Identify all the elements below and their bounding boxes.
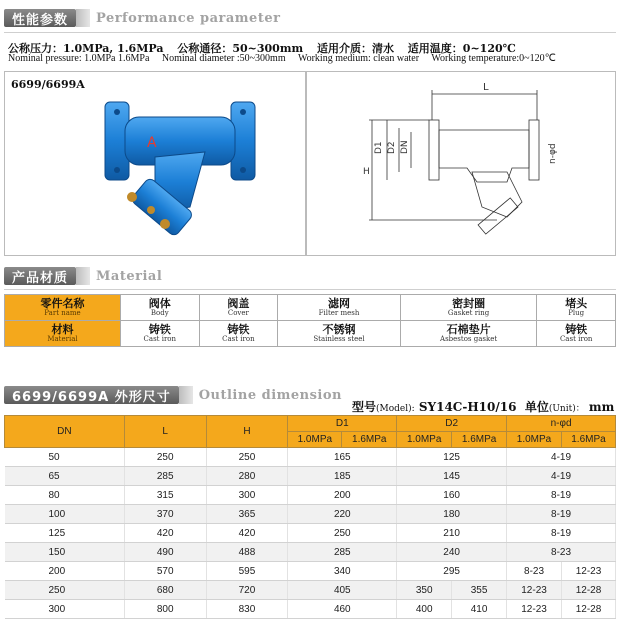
table-row [5, 505, 616, 524]
cell-en: Asbestos gasket [440, 334, 498, 343]
table-row [5, 562, 616, 581]
cell-cn: 铸铁 [227, 323, 250, 337]
divider [4, 289, 616, 290]
cell-en: Stainless steel [313, 334, 365, 343]
table-row [5, 486, 616, 505]
table-cell: 8-19 [507, 486, 616, 505]
col-header-dn: DN [5, 416, 125, 448]
table-cell: 65 [5, 467, 125, 486]
table-cell: 570 [124, 562, 206, 581]
table-cell: 410 [452, 600, 507, 619]
table-cell: 150 [5, 543, 125, 562]
dimension-table [4, 415, 616, 619]
performance-title-en: Performance parameter [96, 10, 281, 26]
table-cell: 8-23 [507, 543, 616, 562]
cell-en: Filter mesh [318, 308, 360, 317]
table-row [5, 467, 616, 486]
table-cell: 350 [397, 581, 452, 600]
cell-en: Body [150, 308, 169, 317]
material-cell [537, 321, 616, 347]
dimension-table-body [5, 448, 616, 619]
table-cell: 145 [397, 467, 507, 486]
col-header-h: H [206, 416, 288, 448]
col-header-d1: D1 [288, 416, 397, 432]
table-cell: 285 [124, 467, 206, 486]
table-cell: 365 [206, 505, 288, 524]
cell-cn: 阀盖 [227, 297, 250, 311]
material-cell [400, 295, 537, 321]
table-cell: 800 [124, 600, 206, 619]
table-cell: 100 [5, 505, 125, 524]
material-table [4, 294, 616, 347]
table-cell: 340 [288, 562, 397, 581]
sub-header: 1.0MPa [507, 432, 562, 448]
table-cell: 80 [5, 486, 125, 505]
table-cell: 12-28 [561, 600, 615, 619]
model-label: 6699/6699A [11, 78, 85, 91]
cell-en: Cast iron [559, 334, 593, 343]
table-cell: 400 [397, 600, 452, 619]
table-cell: 240 [397, 543, 507, 562]
table-cell: 8-19 [507, 524, 616, 543]
material-cell [199, 321, 278, 347]
table-cell: 4-19 [507, 448, 616, 467]
drawing-label-d1: D1 [374, 141, 384, 154]
table-cell: 250 [206, 448, 288, 467]
perf-cn-item: 公称通径：50~300mm [177, 42, 304, 55]
table-row [5, 581, 616, 600]
table-cell: 125 [397, 448, 507, 467]
table-cell: 200 [288, 486, 397, 505]
perf-en-item: Nominal diameter :50~300mm [161, 53, 286, 64]
cell-cn: 铸铁 [565, 323, 588, 337]
perf-en-item: Working medium: clean water [297, 53, 420, 64]
table-cell: 250 [124, 448, 206, 467]
material-head-cell [5, 295, 121, 321]
cell-cn: 石棉垫片 [446, 323, 491, 337]
table-cell: 250 [288, 524, 397, 543]
table-cell: 12-23 [507, 600, 562, 619]
table-cell: 300 [206, 486, 288, 505]
table-cell: 280 [206, 467, 288, 486]
cell-cn: 阀体 [148, 297, 171, 311]
table-cell: 295 [397, 562, 507, 581]
table-cell: 8-19 [507, 505, 616, 524]
col-header-d2: D2 [397, 416, 507, 432]
table-cell: 180 [397, 505, 507, 524]
table-cell: 355 [452, 581, 507, 600]
outline-section-header [4, 384, 342, 406]
sub-header: 1.6MPa [561, 432, 615, 448]
drawing-label-d2: D2 [387, 141, 397, 154]
cell-en: Cover [227, 308, 249, 317]
cell-en: Cast iron [143, 334, 177, 343]
model-en: (Model): [376, 404, 415, 414]
performance-section-header [4, 7, 280, 29]
model-prefix: 型号 [352, 400, 377, 414]
table-cell: 595 [206, 562, 288, 581]
table-row [5, 524, 616, 543]
table-cell: 185 [288, 467, 397, 486]
model-value: SY14C-H10/16 [418, 400, 517, 414]
y-strainer-photo [5, 72, 305, 255]
table-cell: 680 [124, 581, 206, 600]
unit-prefix: 单位 [524, 400, 549, 414]
material-cell [199, 295, 278, 321]
cell-en: Part name [44, 308, 81, 317]
perf-cn-item: 适用温度：0~120℃ [407, 42, 516, 55]
perf-en-item: Nominal pressure: 1.0MPa 1.6MPa [8, 53, 150, 64]
material-cell [400, 321, 537, 347]
cell-en: Gasket ring [447, 308, 490, 317]
table-cell: 50 [5, 448, 125, 467]
table-cell: 285 [288, 543, 397, 562]
table-row [5, 543, 616, 562]
outline-title-en: Outline dimension [198, 387, 342, 403]
divider [4, 32, 616, 33]
table-cell: 12-23 [507, 581, 562, 600]
table-cell: 720 [206, 581, 288, 600]
drawing-panel [306, 71, 616, 256]
table-cell: 490 [124, 543, 206, 562]
material-row-part-name [5, 295, 616, 321]
drawing-label-l: L [483, 82, 489, 93]
cell-cn: 滤网 [327, 297, 350, 311]
table-cell: 200 [5, 562, 125, 581]
material-cell [278, 295, 401, 321]
model-unit-line [352, 398, 614, 415]
cell-en: Cast iron [222, 334, 255, 343]
dimension-drawing [307, 72, 615, 255]
cell-cn: 铸铁 [148, 323, 171, 337]
perf-cn-item: 公称压力：1.0MPa, 1.6MPa [8, 42, 164, 55]
table-cell: 8-23 [507, 562, 562, 581]
unit-en: (Unit)： [548, 404, 585, 414]
col-header-l: L [124, 416, 206, 448]
material-row-material [5, 321, 616, 347]
cell-en: Plug [568, 308, 585, 317]
table-cell: 210 [397, 524, 507, 543]
unit-value: mm [588, 400, 615, 414]
drawing-label-dn: DN [400, 140, 410, 154]
cell-cn: 密封圈 [452, 297, 486, 311]
perf-en-item: Working temperature:0~120℃ [431, 53, 556, 64]
table-cell: 160 [397, 486, 507, 505]
table-cell: 420 [124, 524, 206, 543]
cell-cn: 零件名称 [40, 297, 85, 311]
table-row [5, 600, 616, 619]
material-cell [278, 321, 401, 347]
sub-header: 1.6MPa [452, 432, 507, 448]
performance-en-line [8, 53, 566, 64]
table-row [5, 448, 616, 467]
table-cell: 220 [288, 505, 397, 524]
table-cell: 125 [5, 524, 125, 543]
sub-header: 1.6MPa [342, 432, 397, 448]
performance-title-cn: 性能参数 [4, 9, 76, 27]
col-header-nd: n-φd [507, 416, 616, 432]
material-cell [537, 295, 616, 321]
cell-en: Material [47, 334, 78, 343]
table-cell: 250 [5, 581, 125, 600]
cell-cn: 材料 [51, 323, 74, 337]
table-cell: 460 [288, 600, 397, 619]
table-cell: 830 [206, 600, 288, 619]
material-title-en: Material [96, 268, 163, 284]
material-cell [121, 321, 200, 347]
table-cell: 370 [124, 505, 206, 524]
material-section-header [4, 265, 162, 287]
material-cell [121, 295, 200, 321]
material-head-cell [5, 321, 121, 347]
product-photo-panel [4, 71, 306, 256]
cell-cn: 不锈钢 [322, 323, 356, 337]
table-cell: 488 [206, 543, 288, 562]
table-cell: 405 [288, 581, 397, 600]
drawing-label-h: H [363, 167, 370, 177]
table-cell: 420 [206, 524, 288, 543]
material-title-cn: 产品材质 [4, 267, 76, 285]
sub-header: 1.0MPa [288, 432, 342, 448]
sub-header: 1.0MPa [397, 432, 452, 448]
perf-cn-item: 适用介质：清水 [316, 42, 394, 55]
table-cell: 300 [5, 600, 125, 619]
outline-title-cn: 6699/6699A 外形尺寸 [4, 386, 179, 404]
table-cell: 4-19 [507, 467, 616, 486]
table-cell: 315 [124, 486, 206, 505]
body-mark: A [147, 135, 157, 151]
table-cell: 12-28 [561, 581, 615, 600]
table-cell: 12-23 [561, 562, 615, 581]
cell-cn: 堵头 [565, 297, 588, 311]
drawing-label-nd: n-φd [548, 143, 558, 164]
table-cell: 165 [288, 448, 397, 467]
